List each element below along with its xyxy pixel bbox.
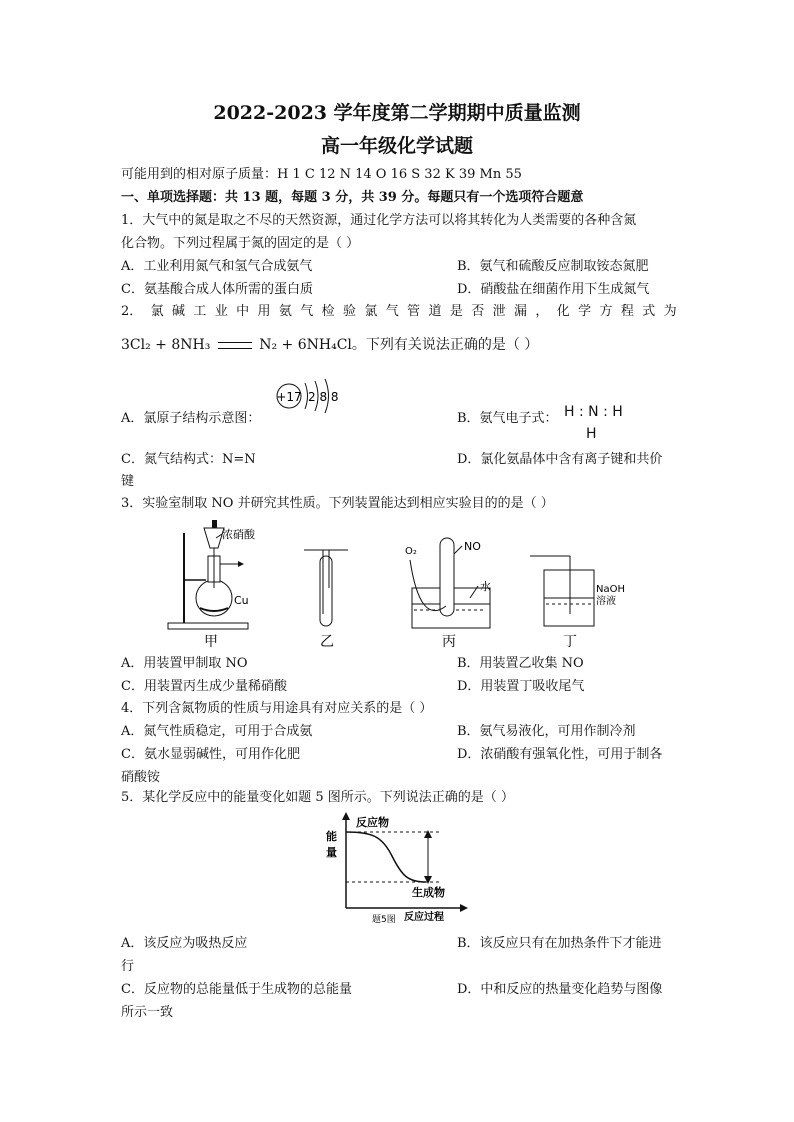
q2-option-c[interactable]: C．氮气结构式：N=N — [121, 452, 256, 467]
q2-stem-line1: 2． 氯 碱 工 业 中 用 氨 气 检 验 氯 气 管 道 是 否 泄 漏 ， 化 学 方 程 式 为 — [121, 304, 677, 319]
label-energy-2: 量 — [326, 846, 337, 859]
q5-option-c[interactable]: C．反应物的总能量低于生成物的总能量 — [121, 982, 352, 997]
apparatus-jia — [168, 520, 256, 650]
q2-option-d-cont: 键 — [121, 474, 135, 489]
equation-arrow — [218, 342, 252, 349]
label-reactant: 反应物 — [356, 816, 389, 829]
label-water: 水 — [480, 580, 491, 593]
q2-equation-line — [121, 334, 538, 354]
label-reaction-progress: 反应过程 — [404, 912, 444, 923]
q4-option-b[interactable]: B．氨气易液化，可用作制冷剂 — [457, 724, 636, 739]
atomic-masses: 可能用到的相对原子质量：H 1 C 12 N 14 O 16 S 32 K 39 Mn 55 — [121, 167, 522, 182]
q1-stem-line2: 化合物。下列过程属于氮的固定的是（ ） — [121, 236, 360, 251]
q3-option-a[interactable]: A．用装置甲制取 NO — [121, 656, 248, 671]
label-naoh: NaOH — [596, 584, 625, 595]
ammonia-electron-formula: H : N : H — [564, 404, 623, 420]
q1-stem-line1: 1．大气中的氮是取之不尽的天然资源，通过化学方法可以将其转化为人类需要的各种含氮 — [121, 213, 637, 228]
q1-option-a[interactable]: A．工业利用氮气和氢气合成氨气 — [121, 259, 313, 274]
q4-option-a[interactable]: A．氮气性质稳定，可用于合成氨 — [121, 724, 313, 739]
q2-option-a[interactable]: A．氯原子结构示意图： — [121, 411, 261, 426]
atom-shells-label: 2 8 8 — [308, 390, 339, 404]
q4-option-d[interactable]: D．浓硝酸有强氧化性，可用于制各 — [457, 747, 663, 762]
paper-title: 2022-2023 学年度第二学期期中质量监测 — [213, 102, 581, 124]
q5-energy-diagram — [322, 812, 470, 924]
q5-stem: 5．某化学反应中的能量变化如题 5 图所示。下列说法正确的是（ ） — [121, 790, 514, 805]
q2-option-b[interactable]: B．氨气电子式： — [457, 411, 558, 426]
label-copper: Cu — [234, 594, 249, 607]
apparatus-bing — [405, 538, 491, 650]
figure-caption: 题5图 — [372, 915, 396, 924]
label-conc-nitric-acid: 浓硝酸 — [222, 528, 255, 541]
label-no: NO — [464, 540, 481, 553]
q1-option-b[interactable]: B．氨气和硫酸反应制取铵态氮肥 — [457, 259, 649, 274]
q3-stem: 3．实验室制取 NO 并研究其性质。下列装置能达到相应实验目的的是（ ） — [121, 496, 554, 511]
apparatus-yi — [304, 550, 348, 650]
label-solution: 溶液 — [596, 596, 616, 607]
q1-option-d[interactable]: D．硝酸盐在细菌作用下生成氮气 — [457, 282, 650, 297]
paper-subtitle: 高一年级化学试题 — [320, 135, 473, 157]
q3-apparatus-figure — [160, 518, 630, 650]
chlorine-atom-diagram — [272, 377, 344, 417]
q5-option-a[interactable]: A．该反应为吸热反应 — [121, 936, 248, 951]
q3-option-d[interactable]: D．用装置丁吸收尾气 — [457, 679, 585, 694]
q3-option-b[interactable]: B．用装置乙收集 NO — [457, 656, 584, 671]
equation-left: 3Cl₂ + 8NH₃ — [121, 337, 211, 353]
caption-jia: 甲 — [204, 634, 218, 650]
q4-option-c[interactable]: C．氨水显弱碱性，可用作化肥 — [121, 747, 300, 762]
caption-bing: 丙 — [442, 634, 456, 650]
q4-stem: 4．下列含氮物质的性质与用途具有对应关系的是（ ） — [121, 701, 433, 716]
label-energy-1: 能 — [326, 830, 337, 843]
label-oxygen: O₂ — [405, 546, 417, 557]
ammonia-electron-formula-h: H — [586, 426, 597, 442]
q3-option-c[interactable]: C．用装置丙生成少量稀硝酸 — [121, 679, 287, 694]
label-product: 生成物 — [412, 886, 445, 899]
q2-option-d[interactable]: D．氯化氨晶体中含有离子键和共价 — [457, 452, 663, 467]
q5-option-d[interactable]: D．中和反应的热量变化趋势与图像 — [457, 982, 663, 997]
equation-right: N₂ + 6NH₄Cl — [259, 337, 352, 353]
q4-option-d-cont: 硝酸铵 — [121, 770, 161, 785]
caption-yi: 乙 — [320, 634, 334, 650]
q2-stem-tail: 。下列有关说法正确的是（ ） — [351, 337, 539, 353]
apparatus-ding — [530, 556, 625, 650]
q5-option-d-cont: 所示一致 — [121, 1005, 174, 1020]
q5-option-a-cont: 行 — [121, 959, 135, 974]
caption-ding: 丁 — [563, 634, 577, 650]
q5-option-b[interactable]: B．该反应只有在加热条件下才能进 — [457, 936, 662, 951]
q1-option-c[interactable]: C．氨基酸合成人体所需的蛋白质 — [121, 282, 313, 297]
section-heading: 一、单项选择题：共 13 题，每题 3 分，共 39 分。每题只有一个选项符合题意 — [121, 190, 584, 205]
atom-nucleus-label: +17 — [276, 390, 302, 404]
